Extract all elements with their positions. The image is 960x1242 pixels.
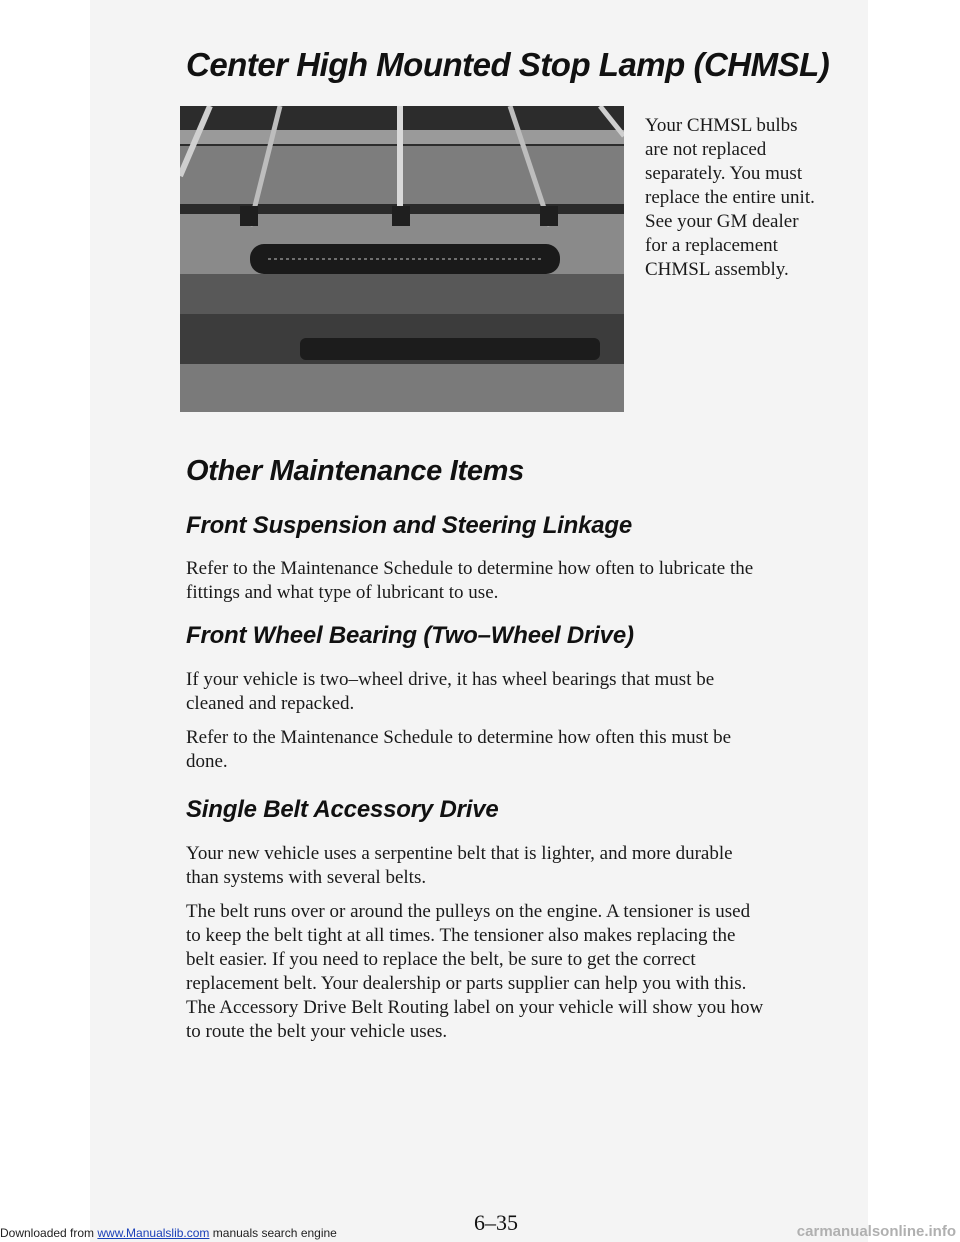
chmsl-text-line: Your CHMSL bulbs	[645, 115, 798, 136]
paragraph	[186, 842, 846, 890]
chmsl-text-line: are not replaced	[645, 139, 767, 160]
paragraph-line: The belt runs over or around the pulleys on the engine. A tensioner is used	[186, 901, 751, 922]
paragraph-line: replacement belt. Your dealership or parts supplier can help you with this.	[186, 973, 747, 994]
chmsl-text-line: See your GM dealer	[645, 211, 799, 232]
paragraph-line: to keep the belt tight at all times. The tensioner also makes replacing the	[186, 925, 736, 946]
chmsl-text-line: for a replacement	[645, 235, 778, 256]
page-title: Center High Mounted Stop Lamp (CHMSL)	[186, 46, 830, 83]
chmsl-text-line: replace the entire unit.	[645, 187, 815, 208]
paragraph-line: Refer to the Maintenance Schedule to determine how often this must be	[186, 727, 732, 748]
chmsl-text-line: separately. You must	[645, 163, 803, 184]
subsection-heading: Front Suspension and Steering Linkage	[186, 512, 632, 539]
subsection-heading: Front Wheel Bearing (Two–Wheel Drive)	[186, 622, 634, 649]
paragraph-line: fittings and what type of lubricant to use.	[186, 582, 499, 603]
paragraph	[186, 900, 846, 1044]
chmsl-text-line: CHMSL assembly.	[645, 259, 789, 280]
paragraph	[186, 668, 846, 716]
manualslib-link[interactable]: www.Manualslib.com	[97, 1226, 210, 1240]
paragraph-line: done.	[186, 751, 228, 772]
page-number: 6–35	[474, 1210, 518, 1235]
download-footer	[0, 1226, 337, 1240]
paragraph-line: to route the belt your vehicle uses.	[186, 1021, 448, 1042]
paragraph-line: cleaned and repacked.	[186, 693, 355, 714]
paragraph-line: The Accessory Drive Belt Routing label on your vehicle will show you how	[186, 997, 764, 1018]
watermark: carmanualsonline.info	[796, 1223, 956, 1240]
paragraph-line: Your new vehicle uses a serpentine belt that is lighter, and more durable	[186, 843, 733, 864]
paragraph-line: than systems with several belts.	[186, 867, 427, 888]
subsection-heading: Single Belt Accessory Drive	[186, 796, 499, 823]
paragraph-line: If your vehicle is two–wheel drive, it has wheel bearings that must be	[186, 669, 715, 690]
paragraph	[186, 726, 846, 774]
chmsl-description	[645, 114, 845, 282]
footer-prefix: Downloaded from	[0, 1226, 98, 1240]
chmsl-photo-illustration	[180, 106, 624, 412]
chmsl-photo	[180, 106, 624, 412]
paragraph-line: Refer to the Maintenance Schedule to determine how often to lubricate the	[186, 558, 754, 579]
paragraph-line: belt easier. If you need to replace the belt, be sure to get the correct	[186, 949, 696, 970]
section-heading: Other Maintenance Items	[186, 455, 524, 487]
paragraph	[186, 557, 846, 605]
footer-suffix: manuals search engine	[209, 1226, 337, 1240]
